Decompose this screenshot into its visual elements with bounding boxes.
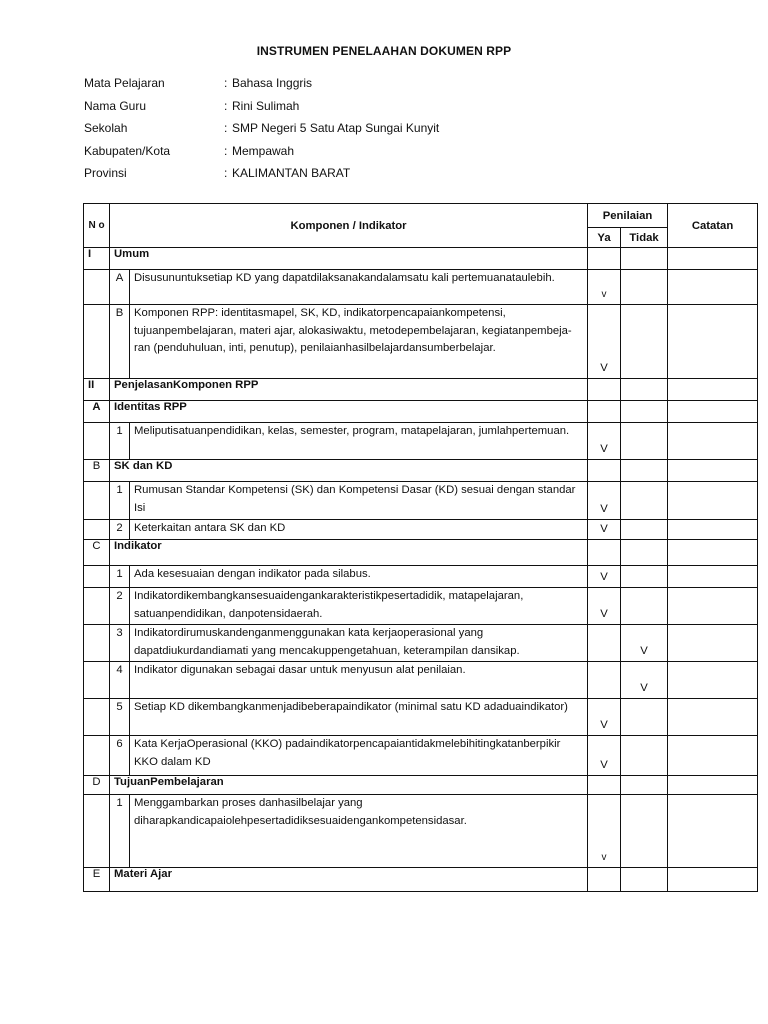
meta-value: SMP Negeri 5 Satu Atap Sungai Kunyit bbox=[232, 121, 440, 136]
table-row bbox=[84, 662, 758, 699]
item-text: Rumusan Standar Kompetensi (SK) dan Kompetensi Dasar (KD) sesuai dengan standar Isi bbox=[130, 482, 588, 520]
check-yes: V bbox=[588, 520, 621, 540]
subsection-title: Materi Ajar bbox=[110, 868, 588, 892]
check-no: V bbox=[621, 625, 668, 662]
item-text: Indikatordirumuskandenganmenggunakan kata kerjaoperasional yang dapatdiukurdandiamati yang mencakuppengetahuan, keterampilan dansikap. bbox=[130, 625, 588, 662]
document-title: INSTRUMEN PENELAAHAN DOKUMEN RPP bbox=[256, 44, 512, 58]
table-row bbox=[84, 566, 758, 588]
item-text: Komponen RPP: identitasmapel, SK, KD, indikatorpencapaiankompetensi, tujuanpembelajaran, materi ajar, alokasiwaktu, metodepembelajaran, kegiatanpembeja-ran (penduhuluan, inti, penutup), penilaianhasilbelajardansumberbelajar. bbox=[130, 305, 588, 379]
item-letter: A bbox=[110, 270, 130, 305]
item-number: 3 bbox=[110, 625, 130, 662]
item-letter: B bbox=[110, 305, 130, 379]
table-row bbox=[84, 305, 758, 379]
section-title: Umum bbox=[110, 248, 588, 270]
check-yes: V bbox=[588, 305, 621, 379]
subsection-letter: E bbox=[84, 868, 110, 892]
item-text: Keterkaitan antara SK dan KD bbox=[130, 520, 588, 540]
subsection-row bbox=[84, 460, 758, 482]
subsection-title: TujuanPembelajaran bbox=[110, 776, 588, 795]
check-yes: v bbox=[588, 270, 621, 305]
meta-label: Nama Guru bbox=[84, 98, 147, 113]
subsection-title: SK dan KD bbox=[110, 460, 588, 482]
subsection-letter: B bbox=[84, 460, 110, 482]
table-row bbox=[84, 588, 758, 625]
item-text: Indikator digunakan sebagai dasar untuk menyusun alat penilaian. bbox=[130, 662, 588, 699]
check-yes: V bbox=[588, 566, 621, 588]
table-row bbox=[84, 736, 758, 776]
meta-row-teacher: Nama Guru : Rini Sulimah bbox=[84, 98, 300, 113]
item-number: 1 bbox=[110, 482, 130, 520]
table-row bbox=[84, 482, 758, 520]
header-yes: Ya bbox=[588, 228, 621, 248]
check-yes: V bbox=[588, 699, 621, 736]
table-row bbox=[84, 699, 758, 736]
meta-label: Sekolah bbox=[84, 121, 128, 136]
item-number: 2 bbox=[110, 520, 130, 540]
meta-value: KALIMANTAN BARAT bbox=[232, 166, 351, 181]
check-yes: V bbox=[588, 736, 621, 776]
check-yes: V bbox=[588, 423, 621, 460]
section-row bbox=[84, 248, 758, 270]
table-row bbox=[84, 270, 758, 305]
subsection-letter: D bbox=[84, 776, 110, 795]
meta-value: Bahasa Inggris bbox=[232, 76, 313, 91]
header-component: Komponen / Indikator bbox=[110, 204, 588, 248]
meta-value: Mempawah bbox=[232, 143, 295, 158]
meta-value: Rini Sulimah bbox=[232, 98, 300, 113]
subsection-title: Indikator bbox=[110, 540, 588, 566]
item-text: Disusununtuksetiap KD yang dapatdilaksanakandalamsatu kali pertemuanataulebih. bbox=[130, 270, 588, 305]
item-text: Indikatordikembangkansesuaidengankarakteristikpesertadidik, matapelajaran, satuanpendidikan, danpotensidaerah. bbox=[130, 588, 588, 625]
subsection-row bbox=[84, 540, 758, 566]
subsection-letter: C bbox=[84, 540, 110, 566]
meta-row-school: Sekolah : SMP Negeri 5 Satu Atap Sungai Kunyit bbox=[84, 121, 440, 136]
meta-row-subject: Mata Pelajaran : Bahasa Inggris bbox=[84, 76, 313, 91]
check-yes: V bbox=[588, 588, 621, 625]
item-number: 1 bbox=[110, 795, 130, 868]
section-number: I bbox=[84, 248, 110, 270]
meta-label: Mata Pelajaran bbox=[84, 76, 165, 91]
subsection-title: Identitas RPP bbox=[110, 401, 588, 423]
subsection-letter: A bbox=[84, 401, 110, 423]
subsection-row bbox=[84, 401, 758, 423]
item-number: 2 bbox=[110, 588, 130, 625]
table-row bbox=[84, 520, 758, 540]
meta-row-province: Provinsi : KALIMANTAN BARAT bbox=[84, 166, 351, 181]
subsection-row bbox=[84, 776, 758, 795]
section-number: II bbox=[84, 379, 110, 401]
header-no: N o bbox=[84, 204, 110, 248]
item-text: Menggambarkan proses danhasilbelajar yang diharapkandicapaiolehpesertadidiksesuaidengankompetensidasar. bbox=[130, 795, 588, 868]
table-row bbox=[84, 423, 758, 460]
item-number: 1 bbox=[110, 566, 130, 588]
header-assessment: Penilaian bbox=[588, 204, 668, 228]
check-no: V bbox=[621, 662, 668, 699]
meta-label: Provinsi bbox=[84, 166, 127, 181]
meta-row-regency: Kabupaten/Kota : Mempawah bbox=[84, 143, 295, 158]
item-number: 6 bbox=[110, 736, 130, 776]
header-no-answer: Tidak bbox=[621, 228, 668, 248]
item-text: Kata KerjaOperasional (KKO) padaindikatorpencapaiantidakmelebihitingkatanberpikir KKO dalam KD bbox=[130, 736, 588, 776]
header-notes: Catatan bbox=[668, 204, 758, 248]
table-row bbox=[84, 795, 758, 868]
table-row bbox=[84, 625, 758, 662]
item-number: 5 bbox=[110, 699, 130, 736]
check-yes: V bbox=[588, 482, 621, 520]
check-yes: v bbox=[588, 795, 621, 868]
item-number: 4 bbox=[110, 662, 130, 699]
identity-info bbox=[84, 72, 439, 185]
meta-label: Kabupaten/Kota bbox=[84, 143, 171, 158]
item-text: Meliputisatuanpendidikan, kelas, semester, program, matapelajaran, jumlahpertemuan. bbox=[130, 423, 588, 460]
section-title: PenjelasanKomponen RPP bbox=[110, 379, 588, 401]
item-text: Ada kesesuaian dengan indikator pada silabus. bbox=[130, 566, 588, 588]
review-table bbox=[83, 203, 758, 892]
subsection-row bbox=[84, 868, 758, 892]
item-number: 1 bbox=[110, 423, 130, 460]
item-text: Setiap KD dikembangkanmenjadibeberapaindikator (minimal satu KD adaduaindikator) bbox=[130, 699, 588, 736]
section-row bbox=[84, 379, 758, 401]
